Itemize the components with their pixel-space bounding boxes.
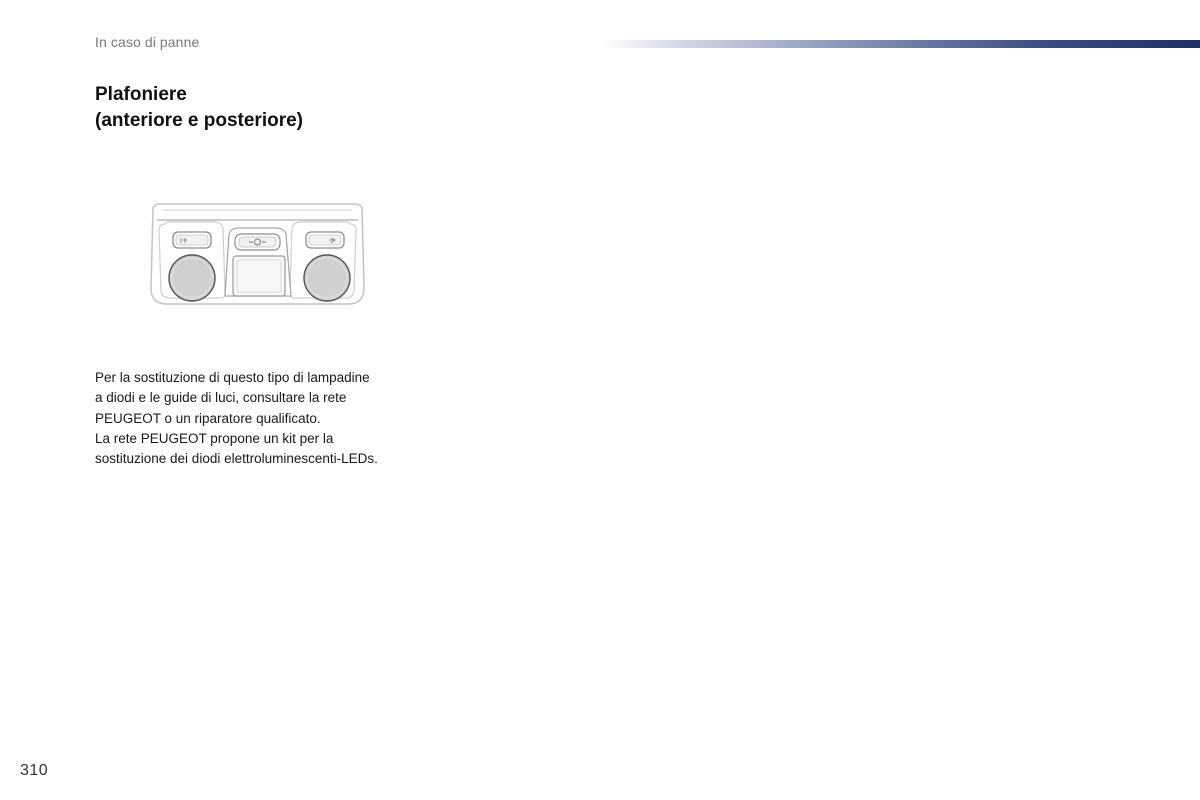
left-lamp: [169, 255, 215, 301]
body-line-1: Per la sostituzione di questo tipo di lampadine: [95, 370, 370, 385]
page-number: 310: [20, 762, 49, 779]
body-line-2: a diodi e le guide di luci, consultare la rete: [95, 390, 347, 406]
header-gradient-bar: [600, 40, 1200, 48]
right-switch-inner: [309, 235, 341, 245]
body-paragraph: [95, 368, 455, 469]
title-line-1: Plafoniere: [95, 84, 187, 105]
right-lamp: [304, 255, 350, 301]
ceiling-light-illustration: [145, 198, 370, 310]
title-line-2: (anteriore e posteriore): [95, 110, 303, 131]
center-switch-inner: [239, 237, 276, 247]
body-line-3: PEUGEOT o un riparatore qualificato.: [95, 410, 321, 426]
section-title: [95, 82, 303, 134]
body-line-4: La rete PEUGEOT propone un kit per la: [95, 430, 334, 446]
chapter-header: In caso di panne: [95, 34, 200, 50]
ceiling-light-diagram: [145, 198, 370, 310]
body-line-5: sostituzione dei diodi elettroluminescenti-LEDs.: [95, 451, 378, 467]
center-lens: [233, 256, 285, 296]
